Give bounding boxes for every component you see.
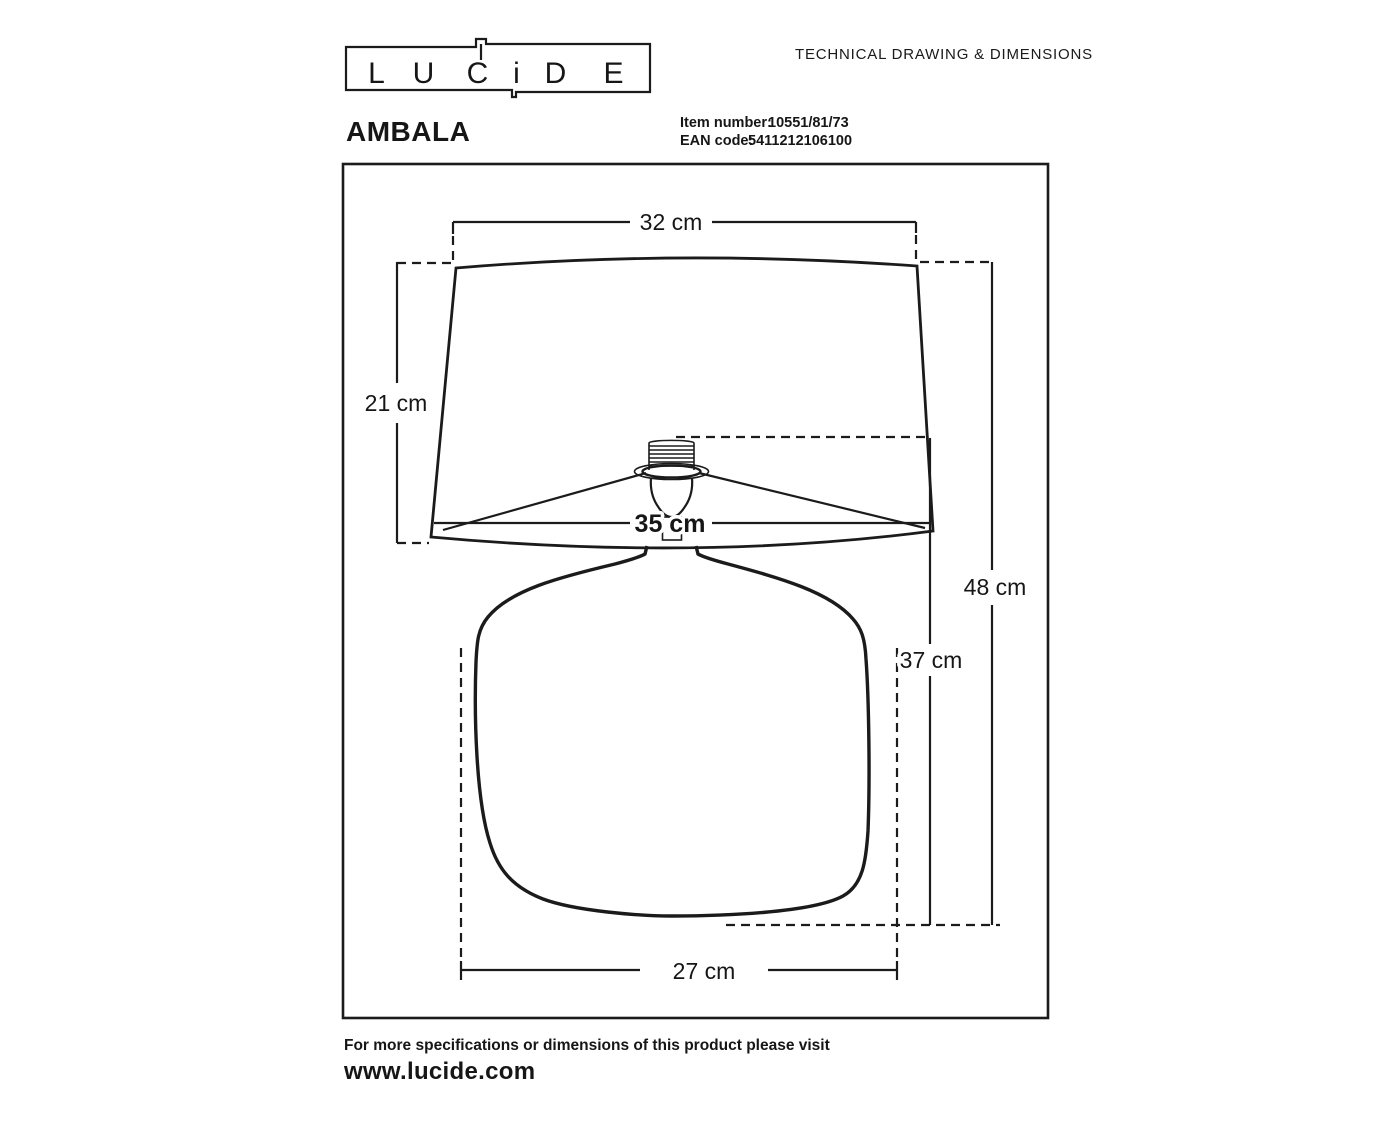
logo-letter-u: U — [412, 57, 436, 90]
logo-letter-i: i — [513, 57, 521, 90]
logo-letter-d: D — [544, 57, 568, 90]
document-title: TECHNICAL DRAWING & DIMENSIONS — [795, 46, 1093, 63]
extension-lines — [397, 222, 1000, 962]
ean-code-value: 5411212106100 — [748, 133, 853, 149]
shade-spider-left — [443, 473, 646, 530]
dimension-labels — [365, 209, 1027, 984]
label-base-width: 27 cm — [672, 958, 736, 984]
lamp-shade-outline — [431, 258, 933, 548]
item-number-value: 10551/81/73 — [768, 115, 849, 131]
drawing-frame — [343, 164, 1048, 1018]
footer-note: For more specifications or dimensions of this product please visit — [344, 1037, 830, 1054]
label-total-height: 48 cm — [963, 574, 1027, 600]
footer-website-link[interactable]: www.lucide.com — [344, 1058, 536, 1085]
product-meta — [680, 115, 852, 149]
label-shade-top-width: 32 cm — [639, 209, 703, 235]
label-shade-bottom-width: 35 cm — [634, 510, 706, 538]
logo-letter-l: L — [368, 57, 386, 90]
product-name: AMBALA — [346, 116, 471, 147]
label-shade-height: 21 cm — [364, 390, 428, 416]
shade-spider-right — [699, 473, 925, 528]
brand-logo — [346, 39, 650, 97]
lamp-body-outline — [475, 546, 869, 916]
label-body-height: 37 cm — [899, 647, 963, 673]
logo-letter-e: E — [603, 57, 625, 90]
dimension-lines — [397, 222, 992, 980]
ean-code-label: EAN code: — [680, 133, 754, 149]
socket-flange — [643, 466, 701, 478]
item-number-label: Item number: — [680, 115, 772, 131]
logo-letter-c: C — [466, 57, 490, 90]
